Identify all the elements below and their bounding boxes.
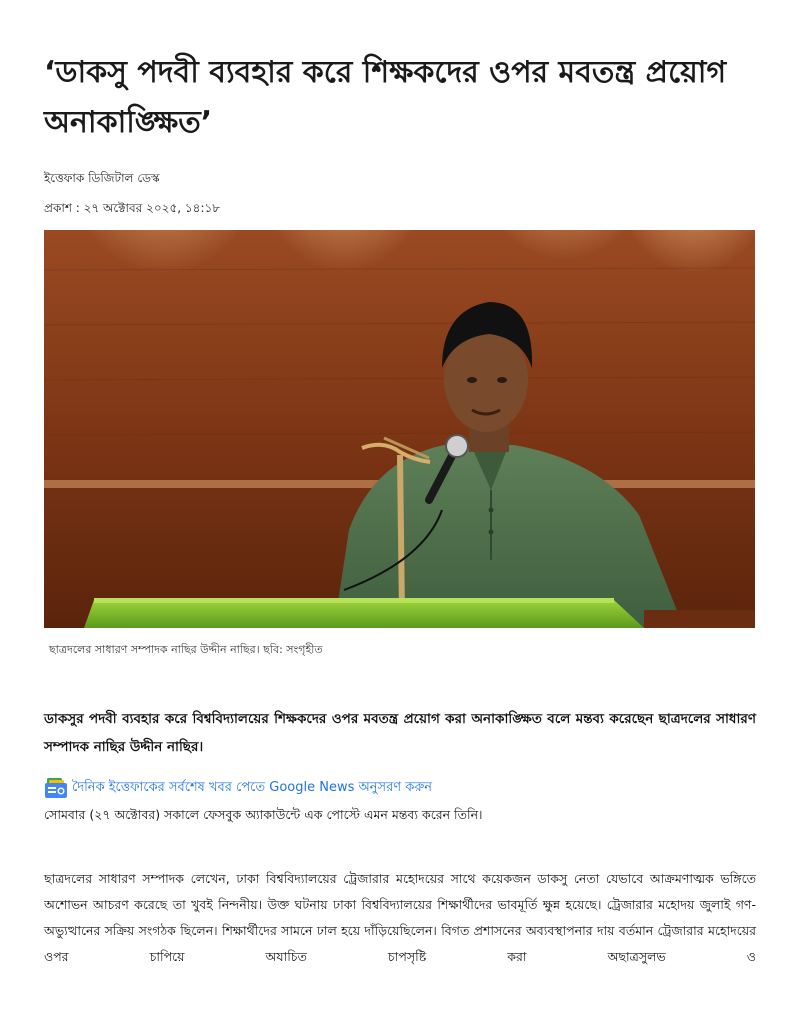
author-byline[interactable]: ইত্তেফাক ডিজিটাল ডেস্ক <box>44 171 160 185</box>
photo-caption: ছাত্রদলের সাধারণ সম্পাদক নাছির উদ্দীন নাছির। ছবি: সংগৃহীত <box>49 643 323 656</box>
google-news-text[interactable]: দৈনিক ইত্তেফাকের সর্বশেষ খবর পেতে Google News অনুসরণ করুন <box>72 779 433 795</box>
article-paragraph-1: সোমবার (২৭ অক্টোবর) সকালে ফেসবুক অ্যাকাউন্টে এক পোস্টে এমন মন্তব্য করেন তিনি। <box>44 807 483 822</box>
publish-timestamp: প্রকাশ : ২৭ অক্টোবর ২০২৫, ১৪:১৮ <box>44 201 221 215</box>
article-photo <box>44 230 755 628</box>
article-paragraph-2: ছাত্রদলের সাধারণ সম্পাদক লেখেন, ঢাকা বিশ্ববিদ্যালয়ের ট্রেজারার মহোদয়ের সাথে কয়েকজন ডাকসু নেতা যেভাবে আক্রমণাত্মক ভঙ্গিতে অশোভন আচরণ করেছে তা খুবই নিন্দনীয়। উক্ত ঘটনায় ঢাকা বিশ্ববিদ্যালয়ের শিক্ষার্থীদের ভাবমূর্তি ক্ষুন্ন হয়েছে। ট্রেজারার মহোদয় জুলাই গণ-অভ্যুত্থানের সক্রিয় সংগঠক ছিলেন। শিক্ষার্থীদের সামনে ঢাল হয়ে দাঁড়িয়েছিলেন। বিগত প্রশাসনের অব্যবস্থাপনার দায় বর্তমান ট্রেজারার মহোদয়ের ওপর চাপিয়ে অযাচিত চাপসৃষ্টি করা অছাত্রসুলভ ও <box>44 871 756 964</box>
google-news-icon <box>44 776 68 800</box>
google-news-follow-link[interactable] <box>44 776 432 800</box>
speaker-at-podium-photo <box>44 230 755 628</box>
article-headline: ‘ডাকসু পদবী ব্যবহার করে শিক্ষকদের ওপর মবতন্ত্র প্রয়োগ অনাকাঙ্ক্ষিত’ <box>44 55 727 140</box>
article-lead: ডাকসুর পদবী ব্যবহার করে বিশ্ববিদ্যালয়ের শিক্ষকদের ওপর মবতন্ত্র প্রয়োগ করা অনাকাঙ্ক্ষিত বলে মন্তব্য করেছেন ছাত্রদলের সাধারণ সম্পাদক নাছির উদ্দীন নাছির। <box>44 711 756 755</box>
